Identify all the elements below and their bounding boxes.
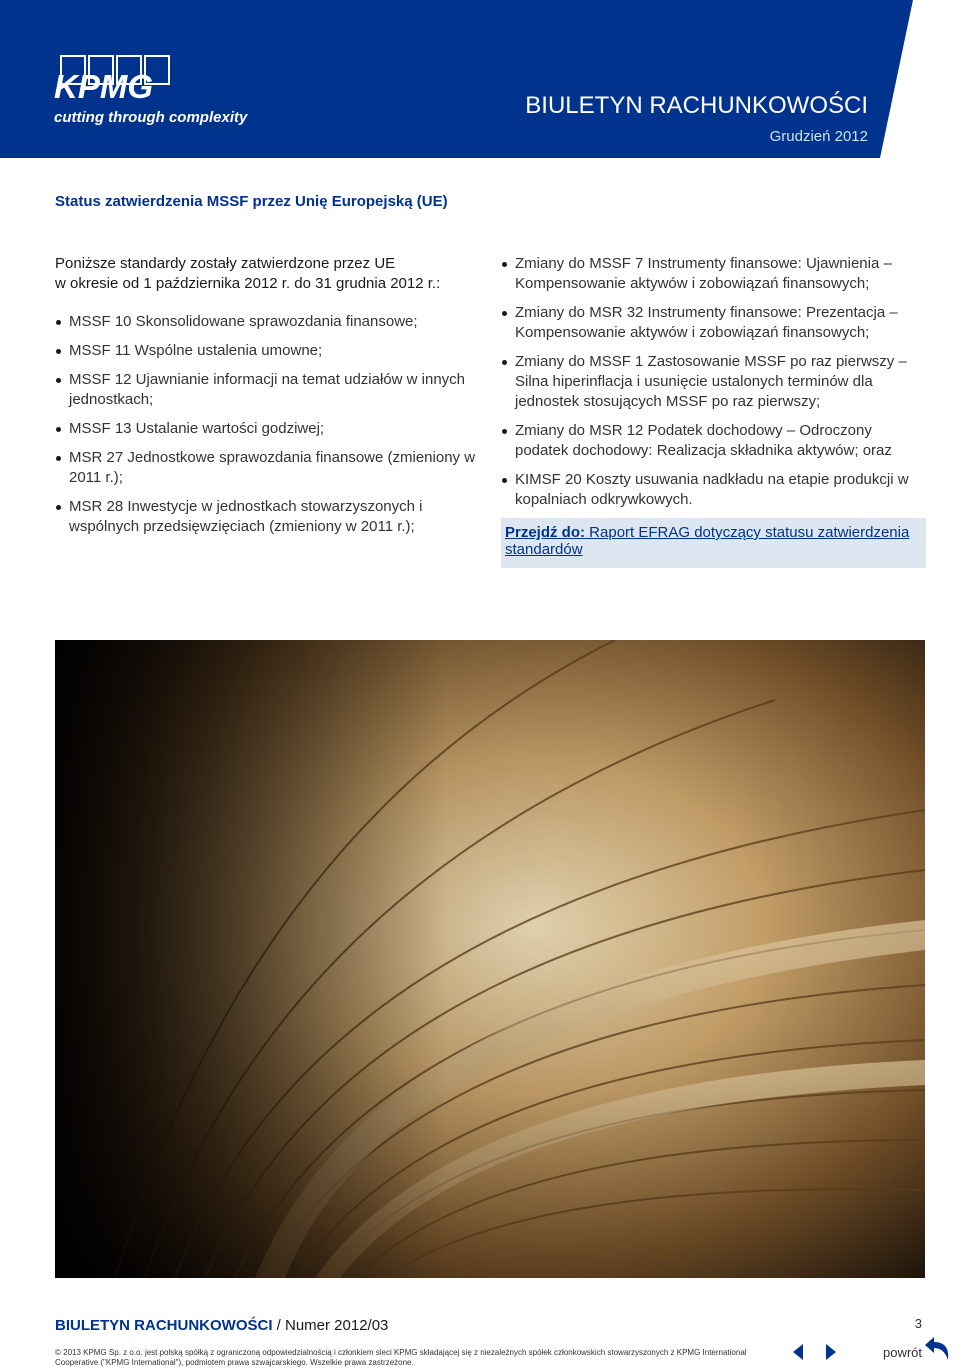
page-number: 3 <box>914 1316 922 1331</box>
list-item: MSSF 13 Ustalanie wartości godziwej; <box>55 419 485 439</box>
publication-title: BIULETYN RACHUNKOWOŚCI <box>525 92 868 119</box>
list-item: Zmiany do MSSF 1 Zastosowanie MSSF po raz pierwszy – Silna hiperinflacja i usunięcie ustalonych terminów dla jednostek stosujących MSSF po raz pierwszy; <box>501 352 921 412</box>
prev-page-icon[interactable] <box>787 1341 809 1363</box>
efrag-link-box[interactable] <box>501 518 926 568</box>
copyright-notice: © 2013 KPMG Sp. z o.o. jest polską spółką z ograniczoną odpowiedzialnością i członkiem sieci KPMG składającej się z niezależnych spółek członkowskich stowarzyszonych z KPMG International Cooperative ("KPMG International"), podmiotem prawa szwajcarskiego. Wszelkie prawa zastrzeżone. <box>55 1348 747 1367</box>
list-item: MSSF 10 Skonsolidowane sprawozdania finansowe; <box>55 312 485 332</box>
efrag-report-link[interactable]: Raport EFRAG dotyczący statusu zatwierdzenia standardów <box>505 524 910 558</box>
footer-title-bold: BIULETYN RACHUNKOWOŚCI <box>55 1317 273 1334</box>
kpmg-tagline: cutting through complexity <box>54 109 248 126</box>
footer-issue: / Numer 2012/03 <box>272 1317 389 1334</box>
left-column <box>55 254 485 546</box>
section-title: Status zatwierdzenia MSSF przez Unię Europejską (UE) <box>55 193 448 210</box>
approved-standards-list <box>55 312 485 537</box>
book-pages-photo <box>55 640 925 1278</box>
list-item: KIMSF 20 Koszty usuwania nadkładu na etapie produkcji w kopalniach odkrywkowych. <box>501 470 921 510</box>
intro-line-2: w okresie od 1 października 2012 r. do 31 grudnia 2012 r.: <box>55 275 441 292</box>
list-item: Zmiany do MSSF 7 Instrumenty finansowe: Ujawnienia – Kompensowanie aktywów i zobowiązań finansowych; <box>501 254 921 294</box>
next-page-icon[interactable] <box>820 1341 842 1363</box>
list-item: MSSF 11 Wspólne ustalenia umowne; <box>55 341 485 361</box>
link-label[interactable]: Przejdź do: <box>505 524 586 541</box>
right-column <box>501 254 921 519</box>
intro-paragraph <box>55 254 485 294</box>
back-label[interactable]: powrót <box>883 1345 923 1360</box>
list-item: Zmiany do MSR 12 Podatek dochodowy – Odroczony podatek dochodowy: Realizacja składnika aktywów; oraz <box>501 421 921 461</box>
footer-title <box>55 1317 388 1335</box>
kpmg-logo-text: KPMG <box>54 68 153 105</box>
list-item: MSR 27 Jednostkowe sprawozdania finansowe (zmieniony w 2011 r.); <box>55 448 485 488</box>
book-pages-illustration <box>55 640 925 1278</box>
back-arrow-icon[interactable] <box>922 1334 954 1364</box>
intro-line-1: Poniższe standardy zostały zatwierdzone przez UE <box>55 255 396 272</box>
list-item: MSSF 12 Ujawnianie informacji na temat udziałów w innych jednostkach; <box>55 370 485 410</box>
header <box>0 0 960 158</box>
list-item: Zmiany do MSR 32 Instrumenty finansowe: Prezentacja – Kompensowanie aktywów i zobowiązań finansowych; <box>501 303 921 343</box>
amendments-list <box>501 254 921 510</box>
publication-date: Grudzień 2012 <box>769 128 868 145</box>
list-item: MSR 28 Inwestycje w jednostkach stowarzyszonych i wspólnych przedsięwzięciach (zmieniony w 2011 r.); <box>55 497 485 537</box>
